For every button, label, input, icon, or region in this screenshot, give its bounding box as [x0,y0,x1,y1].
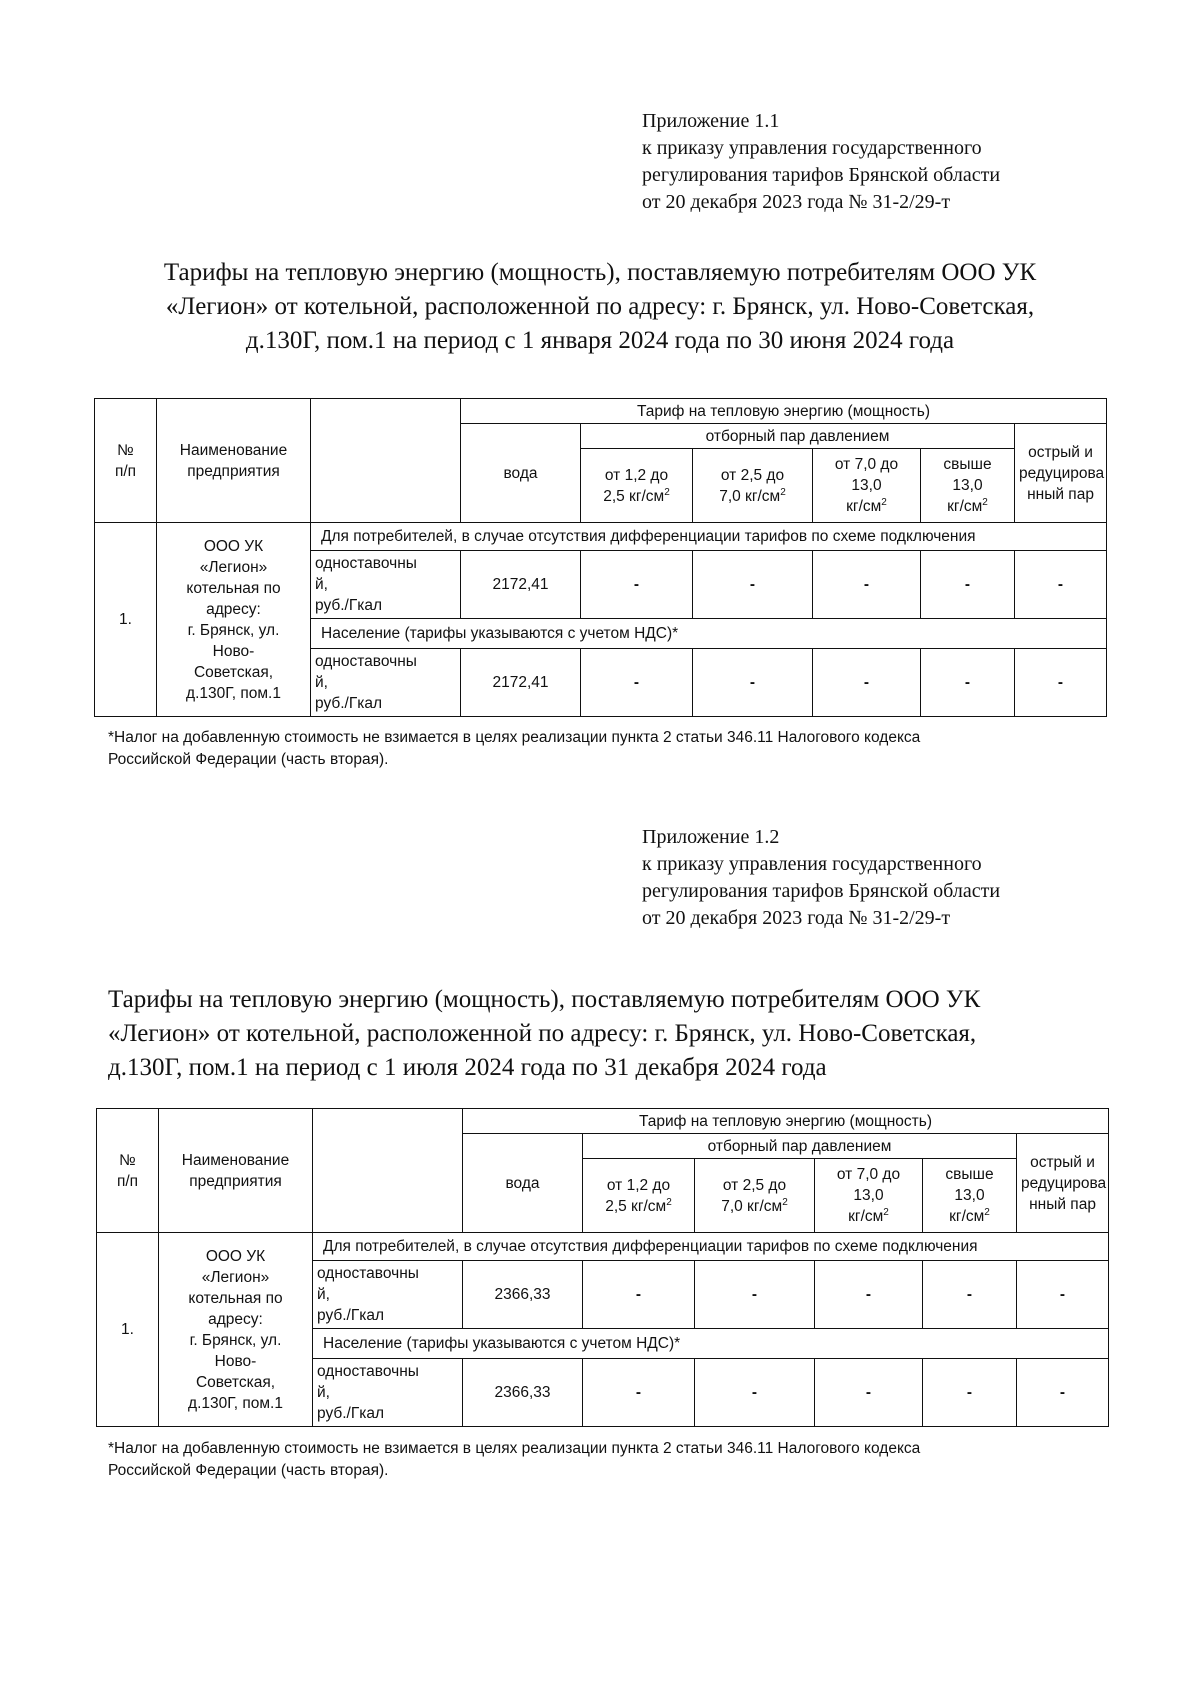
dash-cell: - [581,551,693,619]
header-sharp-steam [1017,1134,1109,1233]
company-line: адресу: [208,1310,263,1328]
header-pressure-line: 13,0 [853,1187,884,1204]
row-number: 1. [97,1233,159,1427]
appendix-1-line: Приложение 1.1 [642,110,780,132]
appendix-1-line: от 20 декабря 2023 года № 31-2/29-т [642,191,951,213]
company-line: г. Брянск, ул. [187,621,280,639]
superscript-2: 2 [782,1196,788,1208]
header-pressure-line [699,1196,810,1217]
dash-cell: - [581,649,693,717]
appendix-2-line: Приложение 1.2 [642,826,780,848]
header-number [95,399,157,523]
superscript-2: 2 [780,486,786,498]
unit-line: й, [315,674,328,691]
header-pressure-unit: кг/см [949,1208,985,1225]
header-sharp-line: нный пар [1029,1195,1096,1213]
company-line: котельная по [188,1289,283,1307]
title-1-line: «Легион» от котельной, расположенной по адресу: г. Брянск, ул. Ново-Советская, [165,293,1035,320]
dash-cell: - [695,1261,815,1329]
header-blank [311,399,461,523]
unit-line: й, [317,1286,330,1303]
header-company-name [157,399,311,523]
header-pressure-line: от 7,0 до [834,456,899,473]
appendix-1-header [642,108,1000,216]
header-pressure-line: от 1,2 до [606,1176,671,1194]
unit-line: одноставочны [317,1265,419,1282]
unit-line: одноставочны [317,1363,419,1380]
unit-label [313,1359,463,1427]
company-line: Ново- [214,1352,257,1370]
group-row-consumers: Для потребителей, в случае отсутствия дифференциации тарифов по схеме подключения [311,523,1107,551]
header-pressure-unit: кг/см [848,1208,884,1225]
title-1-line: Тарифы на тепловую энергию (мощность), поставляемую потребителям ООО УК [163,259,1037,286]
header-water: вода [461,424,581,523]
company-line: Советская, [193,663,274,681]
header-pressure-line: от 2,5 до [722,1176,787,1194]
header-pressure-line: свыше [943,456,992,473]
dash-cell: - [815,1261,923,1329]
header-sharp-line: острый и [1030,1153,1095,1171]
company-line: «Легион» [199,558,268,576]
header-tariff-group: Тариф на тепловую энергию (мощность) [461,399,1107,424]
header-pressure-1 [581,449,693,523]
header-pressure-unit: кг/см [947,498,983,515]
dash-cell: - [921,649,1015,717]
header-pressure-line [587,1196,690,1217]
footnote-line: *Налог на добавленную стоимость не взимается в целях реализации пункта 2 статьи 346.11 Налогового кодекса [108,1440,921,1457]
footnote-line: Российской Федерации (часть вторая). [108,1462,389,1479]
header-company-name [159,1109,313,1233]
company-line: д.130Г, пом.1 [188,1394,283,1412]
superscript-2: 2 [666,1196,672,1208]
dash-cell: - [693,551,813,619]
dash-cell: - [813,649,921,717]
header-sharp-line: редуцирова [1019,464,1105,482]
header-pressure-2 [695,1159,815,1233]
superscript-2: 2 [984,1206,990,1218]
header-tariff-group: Тариф на тепловую энергию (мощность) [463,1109,1109,1134]
tariff-table-1 [94,398,1107,717]
appendix-2-line: регулирования тарифов Брянской области [642,880,1001,902]
row-number: 1. [95,523,157,717]
company-line: д.130Г, пом.1 [186,684,281,702]
company-line: Советская, [195,1373,276,1391]
company-line: Ново- [212,642,255,660]
appendix-2-line: к приказу управления государственного [642,853,982,875]
header-name-line: Наименование [179,441,288,459]
header-number-line: № [117,441,134,459]
header-pressure-line [927,1206,1012,1227]
appendix-1-line: к приказу управления государственного [642,137,982,159]
footnote-line: *Налог на добавленную стоимость не взимается в целях реализации пункта 2 статьи 346.11 Налогового кодекса [108,729,921,746]
row-company [159,1233,313,1427]
header-steam-group: отборный пар давлением [583,1134,1017,1159]
header-sharp-line: редуцирова [1021,1174,1107,1192]
dash-cell: - [1015,551,1107,619]
header-name-line: Наименование [181,1151,290,1169]
header-blank [313,1109,463,1233]
dash-cell: - [693,649,813,717]
footnote-2 [108,1438,920,1482]
header-pressure-3 [813,449,921,523]
header-pressure-unit: 7,0 кг/см [721,1197,783,1215]
dash-cell: - [1015,649,1107,717]
header-name-line: предприятия [187,462,280,480]
title-2-line: «Легион» от котельной, расположенной по адресу: г. Брянск, ул. Ново-Советская, [108,1020,977,1047]
header-pressure-1 [583,1159,695,1233]
tariff-value-water: 2172,41 [461,649,581,717]
footnote-line: Российской Федерации (часть вторая). [108,751,389,768]
company-line: котельная по [186,579,281,597]
header-sharp-line: нный пар [1027,485,1094,503]
header-sharp-steam [1015,424,1107,523]
tariff-table-2 [96,1108,1109,1427]
company-line: г. Брянск, ул. [189,1331,282,1349]
header-pressure-line: 13,0 [952,477,983,494]
tariff-value-water: 2366,33 [463,1261,583,1329]
dash-cell: - [815,1359,923,1427]
dash-cell: - [921,551,1015,619]
header-number-line: п/п [114,462,137,480]
header-pressure-line: свыше [945,1166,994,1183]
unit-label [311,551,461,619]
group-row-population: Население (тарифы указываются с учетом НДС)* [313,1329,1109,1359]
dash-cell: - [583,1359,695,1427]
header-number-line: № [119,1151,136,1169]
footnote-1 [108,727,920,771]
company-line: адресу: [206,600,261,618]
header-pressure-line [585,486,688,507]
title-2-line: Тарифы на тепловую энергию (мощность), поставляемую потребителям ООО УК [108,986,981,1013]
header-name-line: предприятия [189,1172,282,1190]
group-row-consumers: Для потребителей, в случае отсутствия дифференциации тарифов по схеме подключения [313,1233,1109,1261]
company-line: ООО УК [203,537,264,555]
superscript-2: 2 [881,496,887,508]
unit-line: й, [317,1384,330,1401]
header-pressure-3 [815,1159,923,1233]
header-pressure-unit: 7,0 кг/см [719,487,781,505]
header-pressure-unit: кг/см [846,498,882,515]
header-pressure-2 [693,449,813,523]
header-steam-group: отборный пар давлением [581,424,1015,449]
title-2-line: д.130Г, пом.1 на период с 1 июля 2024 года по 31 декабря 2024 года [108,1054,827,1081]
header-pressure-line: от 1,2 до [604,466,669,484]
company-line: ООО УК [205,1247,266,1265]
header-pressure-4 [923,1159,1017,1233]
unit-label [313,1261,463,1329]
unit-line: руб./Гкал [317,1307,385,1324]
header-number-line: п/п [116,1172,139,1190]
company-line: «Легион» [201,1268,270,1286]
tariff-value-water: 2172,41 [461,551,581,619]
header-pressure-line [925,496,1010,517]
unit-line: й, [315,576,328,593]
title-2 [108,983,1108,1085]
unit-label [311,649,461,717]
header-pressure-4 [921,449,1015,523]
appendix-2-header [642,824,1000,932]
group-row-population: Население (тарифы указываются с учетом НДС)* [311,619,1107,649]
title-1 [86,256,1114,358]
header-pressure-unit: 2,5 кг/см [603,487,665,505]
tariff-value-water: 2366,33 [463,1359,583,1427]
unit-line: одноставочны [315,653,417,670]
header-pressure-line [697,486,808,507]
header-pressure-line: 13,0 [954,1187,985,1204]
header-pressure-line: от 2,5 до [720,466,785,484]
appendix-1-line: регулирования тарифов Брянской области [642,164,1001,186]
header-sharp-line: острый и [1028,443,1093,461]
dash-cell: - [1017,1261,1109,1329]
appendix-2-line: от 20 декабря 2023 года № 31-2/29-т [642,907,951,929]
header-pressure-line: 13,0 [851,477,882,494]
dash-cell: - [1017,1359,1109,1427]
title-1-line: д.130Г, пом.1 на период с 1 января 2024 года по 30 июня 2024 года [245,327,955,354]
row-company [157,523,311,717]
header-pressure-line [817,496,916,517]
dash-cell: - [923,1261,1017,1329]
unit-line: руб./Гкал [317,1405,385,1422]
superscript-2: 2 [982,496,988,508]
unit-line: руб./Гкал [315,597,383,614]
dash-cell: - [695,1359,815,1427]
dash-cell: - [813,551,921,619]
superscript-2: 2 [883,1206,889,1218]
superscript-2: 2 [664,486,670,498]
header-pressure-unit: 2,5 кг/см [605,1197,667,1215]
dash-cell: - [583,1261,695,1329]
header-water: вода [463,1134,583,1233]
header-pressure-line [819,1206,918,1227]
header-pressure-line: от 7,0 до [836,1166,901,1183]
unit-line: одноставочны [315,555,417,572]
unit-line: руб./Гкал [315,695,383,712]
header-number [97,1109,159,1233]
dash-cell: - [923,1359,1017,1427]
